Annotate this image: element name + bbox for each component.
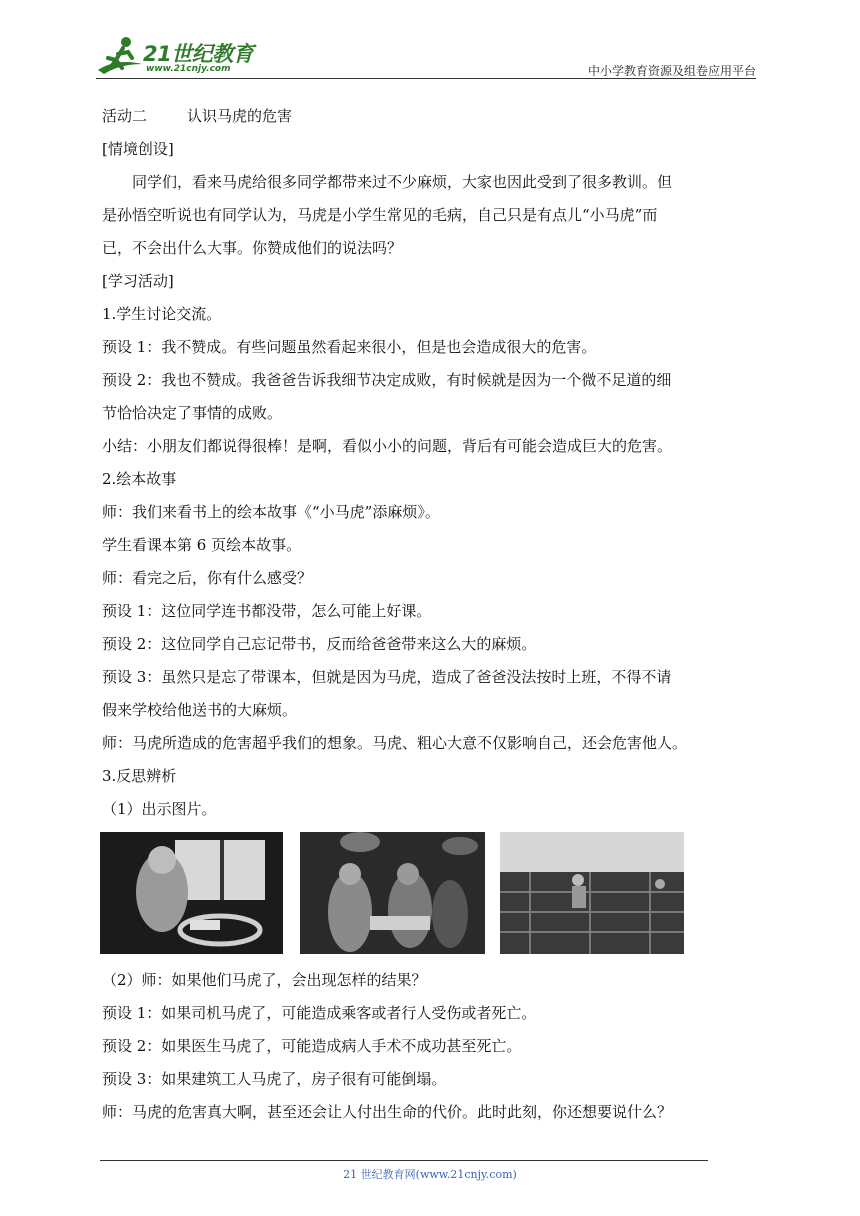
text-line: 师：马虎的危害真大啊，甚至还会让人付出生命的代价。此时此刻，你还想要说什么？ (102, 1103, 673, 1121)
text-line: （1）出示图片。 (102, 800, 217, 818)
document-body (102, 100, 768, 1129)
paragraph-line: 已，不会出什么大事。你赞成他们的说法吗？ (102, 239, 403, 257)
text-line: 3.反思辨析 (102, 767, 177, 785)
header-divider (96, 78, 756, 79)
paragraph-line: 同学们，看来马虎给很多同学都带来过不少麻烦，大家也因此受到了很多教训。但 (132, 173, 673, 191)
activity-title (102, 100, 768, 133)
text-line: 学生看课本第 6 页绘本故事。 (102, 536, 302, 554)
text-line: 预设 2：如果医生马虎了，可能造成病人手术不成功甚至死亡。 (102, 1037, 522, 1055)
text-line: 1.学生讨论交流。 (102, 305, 222, 323)
section-heading: [情境创设] (102, 140, 174, 158)
text-line: （2）师：如果他们马虎了，会出现怎样的结果？ (102, 971, 427, 989)
page-header (96, 34, 756, 80)
text-line: 师：我们来看书上的绘本故事《“小马虎”添麻烦》。 (102, 503, 440, 521)
text-line: 师：马虎所造成的危害超乎我们的想象。马虎、粗心大意不仅影响自己，还会危害他人。 (102, 734, 688, 752)
text-line: 2.绘本故事 (102, 470, 177, 488)
text-line: 预设 1：如果司机马虎了，可能造成乘客或者行人受伤或者死亡。 (102, 1004, 537, 1022)
text-line: 预设 1：这位同学连书都没带，怎么可能上好课。 (102, 602, 432, 620)
footer-divider (100, 1160, 708, 1161)
activity-name: 认识马虎的危害 (187, 107, 293, 125)
text-line: 预设 2：这位同学自己忘记带书，反而给爸爸带来这么大的麻烦。 (102, 635, 537, 653)
text-line: 节恰恰决定了事情的成败。 (102, 404, 283, 422)
text-line: 预设 1：我不赞成。有些问题虽然看起来很小，但是也会造成很大的危害。 (102, 338, 597, 356)
runner-logo-icon (96, 34, 146, 80)
logo-title: 21世纪教育 (143, 42, 254, 66)
site-logo (96, 34, 271, 80)
text-line: 假来学校给他送书的大麻烦。 (102, 701, 298, 719)
platform-name: 中小学教育资源及组卷应用平台 (587, 64, 756, 78)
photo-row (102, 830, 768, 958)
text-line: 预设 3：虽然只是忘了带课本，但就是因为马虎，造成了爸爸没法按时上班，不得不请 (102, 668, 672, 686)
text-line: 预设 3：如果建筑工人马虎了，房子很有可能倒塌。 (102, 1070, 447, 1088)
text-line: 小结：小朋友们都说得很棒！是啊，看似小小的问题，背后有可能会造成巨大的危害。 (102, 437, 673, 455)
footer-link[interactable]: 21 世纪教育网(www.21cnjy.com) (343, 1168, 517, 1181)
logo-url: www.21cnjy.com (146, 64, 231, 74)
text-line: 预设 2：我也不赞成。我爸爸告诉我细节决定成败，有时候就是因为一个微不足道的细 (102, 371, 672, 389)
activity-number: 活动二 (102, 107, 148, 125)
construction-photo (500, 832, 684, 954)
section-heading: [学习活动] (102, 272, 174, 290)
paragraph-line: 是孙悟空听说也有同学认为，马虎是小学生常见的毛病，自己只是有点儿“小马虎”而 (102, 206, 658, 224)
text-line: 师：看完之后，你有什么感受？ (102, 569, 313, 587)
driver-photo (100, 832, 283, 954)
surgery-photo (300, 832, 485, 954)
